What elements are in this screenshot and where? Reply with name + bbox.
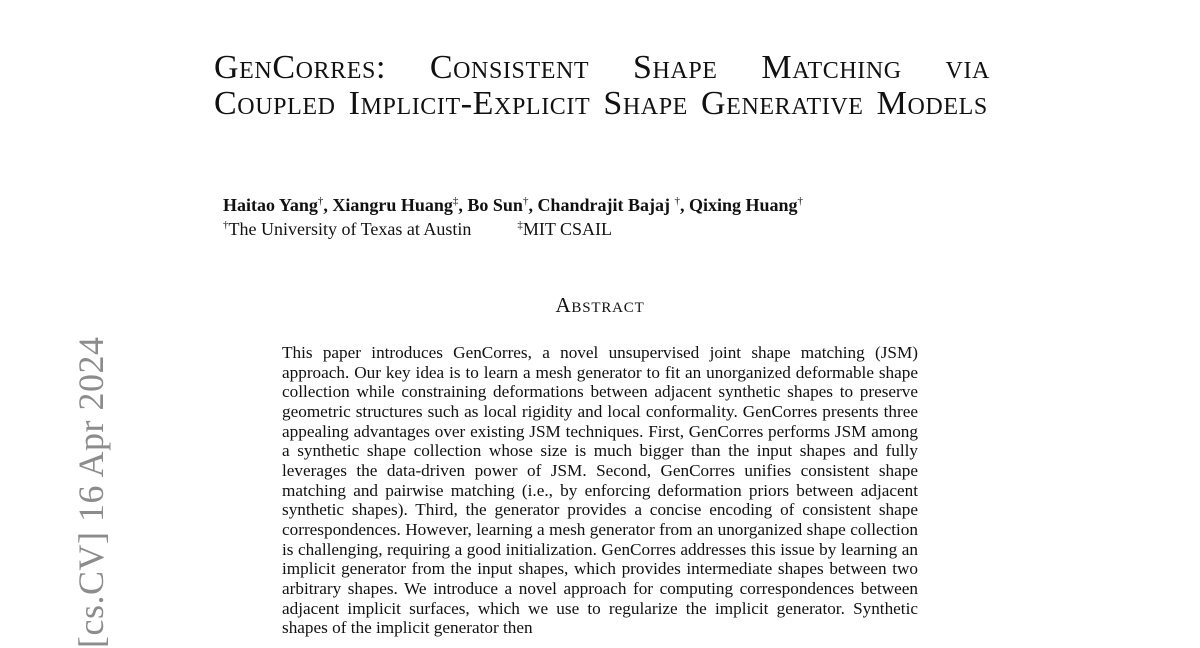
arxiv-stamp-text: [cs.CV] 16 Apr 2024 xyxy=(71,336,111,648)
author-list: Haitao Yang†, Xiangru Huang‡, Bo Sun†, Chandrajit Bajaj †, Qixing Huang† xyxy=(223,195,803,215)
affiliation-list xyxy=(223,218,612,240)
author: Bo Sun† xyxy=(467,195,529,215)
affiliation: ‡MIT CSAIL xyxy=(517,219,613,239)
paper-title: GenCorres: Consistent Shape Matching via Coupled Implicit-Explicit Shape Generative Models xyxy=(214,49,990,122)
abstract-body: This paper introduces GenCorres, a novel unsupervised joint shape matching (JSM) approach. Our key idea is to learn a mesh generator to fit an unorganized deformable shape collection while constraining deformations between adjacent synthetic shapes to preserve geometric structures such as local rigidity and local conformality. GenCorres presents three appealing advantages over existing JSM techniques. First, GenCorres performs JSM among a synthetic shape collection whose size is much bigger than the input shapes and fully leverages the data-driven power of JSM. Second, GenCorres unifies consistent shape matching and pairwise matching (i.e., by enforcing deformation priors between adjacent synthetic shapes). Third, the generator provides a concise encoding of consistent shape correspondences. However, learning a mesh generator from an unorganized shape collection is challenging, requiring a good initialization. GenCorres addresses this issue by learning an implicit generator from the input shapes, which provides intermediate shapes between two arbitrary shapes. We introduce a novel approach for computing correspondences between adjacent implicit surfaces, which we use to regularize the implicit generator. Synthetic shapes of the implicit generator then xyxy=(282,343,918,638)
abstract-heading: Abstract xyxy=(555,293,645,317)
author: Xiangru Huang‡ xyxy=(332,195,459,215)
arxiv-side-stamp xyxy=(28,305,111,648)
author: Haitao Yang† xyxy=(223,195,324,215)
affiliation: †The University of Texas at Austin xyxy=(223,219,472,239)
author: Chandrajit Bajaj † xyxy=(537,195,680,215)
author: Qixing Huang† xyxy=(688,195,803,215)
